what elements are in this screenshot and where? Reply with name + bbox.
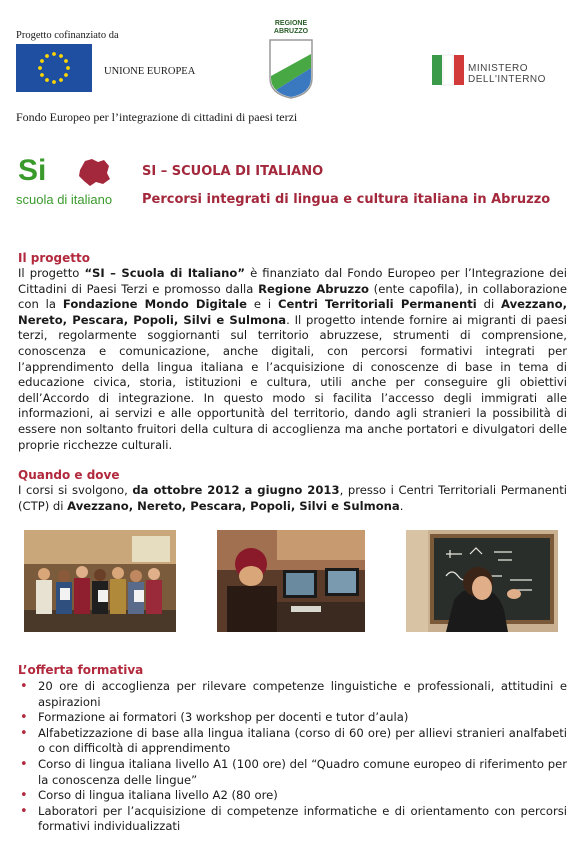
project-centers: Centri Territoriali Permanenti — [277, 297, 477, 312]
list-item — [18, 679, 567, 710]
when-paragraph — [18, 483, 567, 514]
bullet-icon: • — [20, 756, 28, 772]
project-text-6: . Il progetto intende fornire ai migranti di paesi terzi, regolarmente soggiornanti sul territorio abruzzese, strumenti di comprensione, conoscenza e comunicazione, anche digitali, con percorsi formativi integrati per l’apprendimento della lingua italiana e l’acquisizione di conoscenze di base in tema di educazione civica, storia, istituzioni e cultura, utili anche per conseguire gli obiettivi dell’Accordo di integrazione. In questo modo si facilita l’accesso degli immigrati alle informazioni, ai servizi e alle opportunità del territorio, dando agli stranieri la possibilità di essere non soltanto fruitori della cultura di accoglienza ma anche portatori e divulgatori delle proprie ricchezze culturali. — [18, 312, 567, 452]
eu-flag-icon — [16, 44, 92, 92]
eu-label: UNIONE EUROPEA — [104, 66, 196, 77]
offer-item-text: Formazione ai formatori (3 workshop per docenti e tutor d’aula) — [38, 710, 409, 725]
bullet-icon: • — [20, 788, 28, 804]
offer-item-text: Corso di lingua italiana livello A1 (100 ore) del “Quadro comune europeo di riferimento per la conoscenza delle lingue” — [38, 756, 567, 787]
list-item — [18, 726, 567, 757]
bullet-icon: • — [20, 710, 28, 726]
list-item — [18, 788, 567, 804]
project-text-4: e i — [247, 297, 278, 312]
photo-teacher-blackboard — [406, 530, 558, 632]
list-item — [18, 757, 567, 788]
list-item — [18, 804, 567, 835]
offer-item-text: Alfabetizzazione di base alla lingua italiana (corso di 60 ore) per allievi stranieri analfabeti o con difficoltà di apprendimento — [38, 725, 567, 756]
when-cities: Avezzano, Nereto, Pescara, Popoli, Silvi e Sulmona — [67, 498, 400, 513]
photo-group-students — [24, 530, 176, 632]
project-name: “SI – Scuola di Italiano” — [84, 266, 246, 280]
when-text-1: I corsi si svolgono, — [18, 483, 133, 498]
cofinanced-label: Progetto cofinanziato da — [16, 30, 119, 41]
ministry-label — [468, 64, 546, 85]
fund-label: Fondo Europeo per l’integrazione di cittadini di paesi terzi — [16, 110, 298, 124]
offer-item-text: Corso di lingua italiana livello A2 (80 ore) — [38, 788, 278, 803]
si-logo-big: Si — [18, 154, 47, 187]
offer-list — [18, 679, 567, 835]
project-text-1: Il progetto — [18, 266, 85, 280]
offer-item-text: Laboratori per l’acquisizione di competenze informatiche e di orientamento con percorsi formativi individualizzati — [38, 803, 567, 834]
si-logo — [16, 154, 131, 209]
project-text-3: (ente capofila), in collaborazione con la — [18, 281, 568, 312]
offer-item-text: 20 ore di accoglienza per rilevare competenze linguistiche e professionali, attitudini e aspirazioni — [38, 679, 567, 709]
page-subtitle: Percorsi integrati di lingua e cultura italiana in Abruzzo — [142, 192, 551, 207]
list-item — [18, 710, 567, 726]
ministry-line-1: MINISTERO — [468, 63, 529, 74]
project-text-5: di — [476, 297, 502, 312]
page-title: SI – SCUOLA DI ITALIANO — [142, 164, 324, 179]
project-cities: Avezzano, Nereto, Pescara, Popoli, Silvi e Sulmona — [18, 297, 567, 327]
project-region: Regione Abruzzo — [258, 281, 369, 296]
offer-heading: L’offerta formativa — [18, 663, 144, 677]
bullet-icon: • — [20, 679, 28, 694]
when-dates: da ottobre 2012 a giugno 2013 — [132, 483, 340, 498]
bullet-icon: • — [20, 803, 28, 819]
when-text-3: . — [399, 498, 404, 513]
project-text-2: è finanziato dal Fondo Europeo per l’Integrazione dei Cittadini di Paesi Terzi e promosso dalla — [18, 266, 568, 296]
when-text-2: , presso i Centri Territoriali Permanenti (CTP) di — [18, 483, 567, 513]
main-content — [18, 250, 567, 514]
ministry-tricolor-icon — [431, 53, 465, 87]
project-heading: Il progetto — [18, 251, 90, 265]
ministry-line-2: DELL'INTERNO — [468, 73, 546, 85]
project-paragraph — [18, 266, 567, 453]
bullet-icon: • — [20, 725, 28, 741]
si-logo-small: scuola di italiano — [16, 192, 113, 207]
when-heading: Quando e dove — [18, 468, 120, 483]
region-label: REGIONE ABRUZZO — [273, 20, 309, 35]
photo-computer-lab — [217, 530, 365, 632]
project-foundation: Fondazione Mondo Digitale — [62, 297, 247, 312]
region-abruzzo-emblem-icon — [268, 38, 314, 100]
abruzzo-map-icon — [76, 156, 112, 188]
